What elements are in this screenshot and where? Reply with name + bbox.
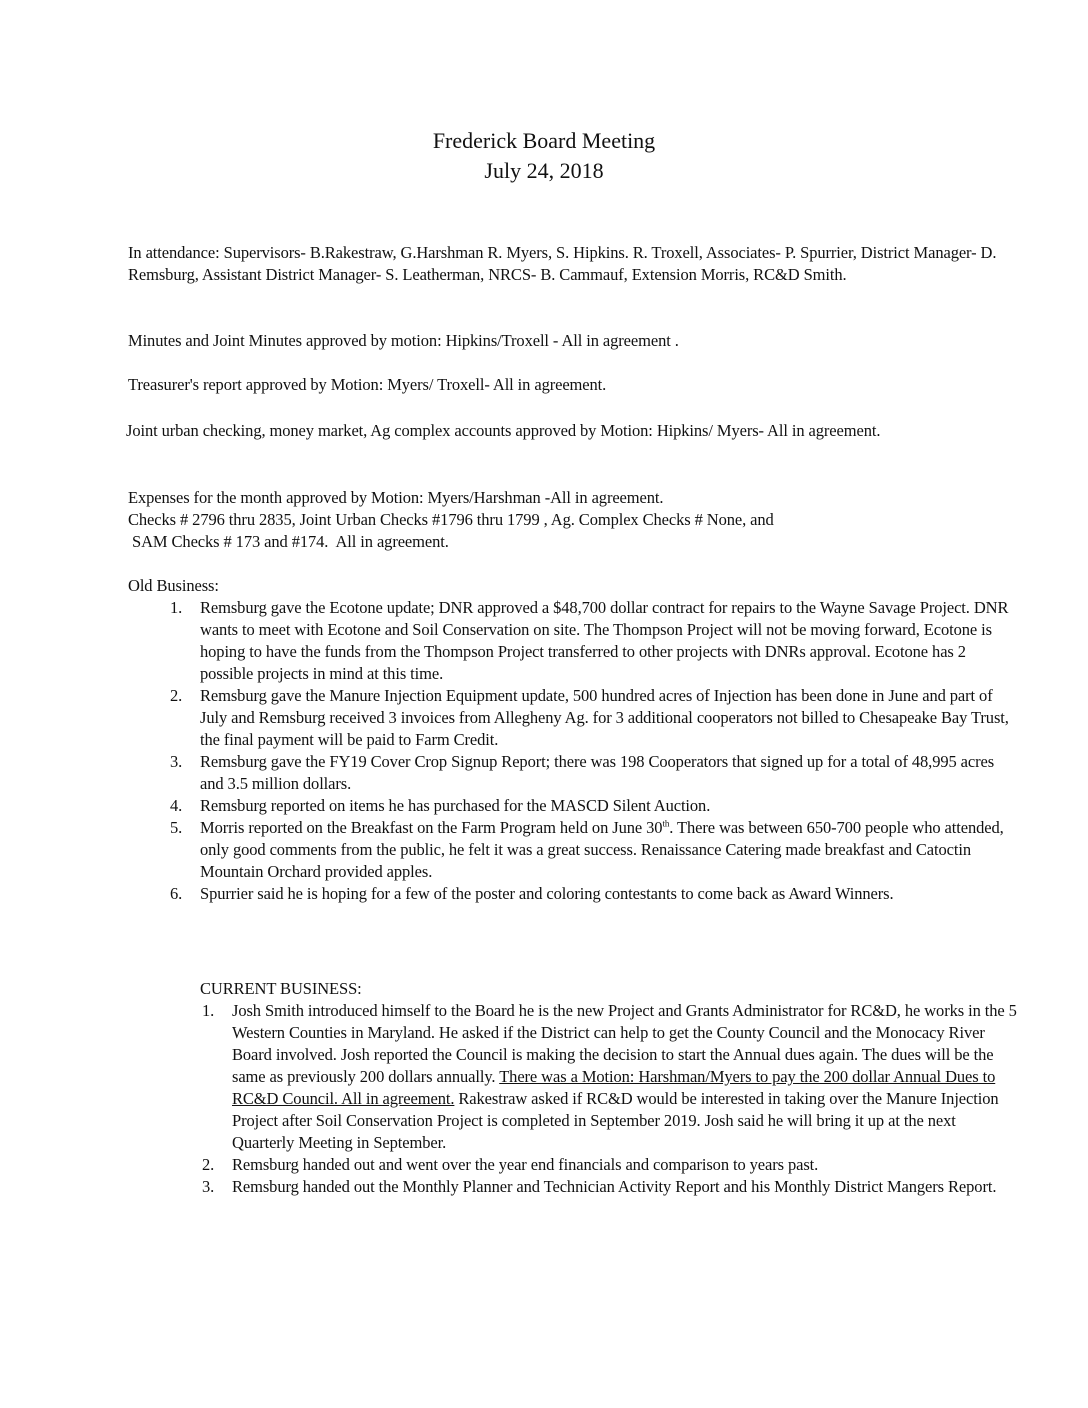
item-text: Remsburg gave the Manure Injection Equipment update, 500 hundred acres of Injection has been done in June and part of July and Remsburg received 3 invoices from Allegheny Ag. for 3 additional cooperators not billed to Chesapeake Bay Trust, the final payment will be paid to Farm Credit.: [200, 686, 1009, 749]
list-item: [128, 751, 1018, 795]
item-number: 2.: [202, 1155, 215, 1174]
sam-checks-line: SAM Checks # 173 and #174. All in agreement.: [128, 532, 449, 551]
item-text-after: . There was between 650-700 people who attended, only good comments from the public, he felt it was a great success. Renaissance Catering made breakfast and Catoctin Mountain Orchard provided apples.: [200, 818, 1004, 881]
item-number: 4.: [170, 796, 183, 815]
attendance-paragraph: [128, 242, 1018, 286]
checks-line: Checks # 2796 thru 2835, Joint Urban Checks #1796 thru 1799 , Ag. Complex Checks # None, and: [128, 510, 774, 529]
old-business-heading: Old Business:: [128, 576, 219, 595]
expenses-line: Expenses for the month approved by Motion: Myers/Harshman -All in agreement.: [128, 488, 664, 507]
list-item: [128, 817, 1018, 883]
treasurer-text: Treasurer's report approved by Motion: Myers/ Troxell- All in agreement.: [128, 375, 607, 394]
ordinal-suffix: th: [662, 818, 670, 829]
expenses-paragraph: [128, 487, 1018, 553]
item-text: Spurrier said he is hoping for a few of the poster and coloring contestants to come back as Award Winners.: [200, 884, 894, 903]
minutes-paragraph: [128, 330, 1018, 352]
item-text: Remsburg gave the FY19 Cover Crop Signup Report; there was 198 Cooperators that signed up for a total of 48,995 acres and 3.5 million dollars.: [200, 752, 995, 793]
list-item: [128, 597, 1018, 685]
title-block: [0, 126, 1088, 186]
item-text-before: Josh Smith introduced himself to the Board he is the new Project and Grants Administrator for RC&D, he works in the 5 Western Counties in Maryland. He asked if the District can help to get the County Council and the Monocacy River Board involved. Josh reported the Council is making the decision to start the Annual dues again. The dues will be the same as previously 200 dollars annually.: [232, 1001, 1017, 1086]
attendance-text: In attendance: Supervisors- B.Rakestraw, G.Harshman R. Myers, S. Hipkins. R. Troxell, Associates- P. Spurrier, District Manager- D. Remsburg, Assistant District Manager- S. Leatherman, NRCS- B. Cammauf, Extension Morris, RC&D Smith.: [128, 243, 997, 284]
item-number: 5.: [170, 818, 183, 837]
item-number: 2.: [170, 686, 183, 705]
meeting-title: Frederick Board Meeting: [432, 128, 656, 153]
joint-accounts-text: Joint urban checking, money market, Ag complex accounts approved by Motion: Hipkins/ Myers- All in agreement.: [126, 421, 881, 440]
old-business-section: [128, 575, 1018, 905]
treasurer-paragraph: [128, 374, 1018, 396]
motion-underlined-text: There was a Motion: Harshman/Myers to pay the 200 dollar Annual Dues to RC&D Council. All in agreement.: [232, 1067, 996, 1108]
old-business-list: [128, 597, 1018, 905]
current-business-list: [128, 1000, 1018, 1198]
item-text: Remsburg gave the Ecotone update; DNR approved a $48,700 dollar contract for repairs to the Wayne Savage Project. DNR wants to meet with Ecotone and Soil Conservation on site. The Thompson Project will not be moving forward, Ecotone is hoping to have the funds from the Thompson Project transferred to other projects with DNRs approval. Ecotone has 2 possible projects in mind at this time.: [200, 598, 1009, 683]
item-number: 6.: [170, 884, 183, 903]
joint-accounts-paragraph: [126, 420, 1016, 442]
item-number: 1.: [202, 1001, 215, 1020]
item-text: Remsburg handed out the Monthly Planner and Technician Activity Report and his Monthly District Mangers Report.: [232, 1177, 997, 1196]
list-item: [128, 685, 1018, 751]
item-text-before: Morris reported on the Breakfast on the Farm Program held on June 30: [200, 818, 663, 837]
list-item: [128, 1154, 1018, 1176]
current-business-section: [128, 978, 1018, 1198]
meeting-date: July 24, 2018: [484, 158, 604, 183]
item-number: 3.: [202, 1177, 215, 1196]
item-text: Remsburg reported on items he has purchased for the MASCD Silent Auction.: [200, 796, 711, 815]
item-number: 3.: [170, 752, 183, 771]
item-text: Remsburg handed out and went over the year end financials and comparison to years past.: [232, 1155, 819, 1174]
list-item: [128, 1000, 1018, 1154]
item-number: 1.: [170, 598, 183, 617]
list-item: [128, 1176, 1018, 1198]
list-item: [128, 883, 1018, 905]
minutes-text: Minutes and Joint Minutes approved by motion: Hipkins/Troxell - All in agreement .: [128, 331, 679, 350]
list-item: [128, 795, 1018, 817]
current-business-heading: CURRENT BUSINESS:: [200, 979, 362, 998]
item-text-after: Rakestraw asked if RC&D would be interested in taking over the Manure Injection Project after Soil Conservation Project is completed in September 2019. Josh said he will bring it up at the next Quarterly Meeting in September.: [232, 1089, 999, 1152]
